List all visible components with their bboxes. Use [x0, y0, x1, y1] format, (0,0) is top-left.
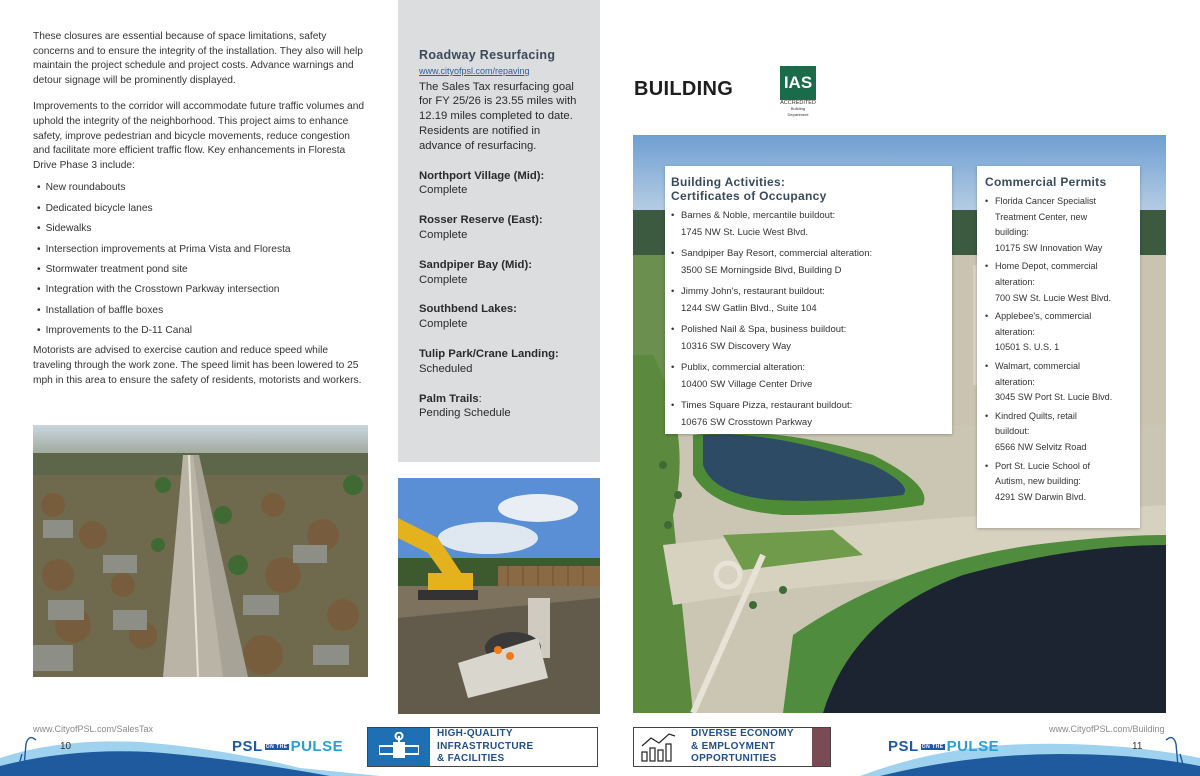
- permit-address: 4291 SW Darwin Blvd.: [995, 491, 1086, 502]
- psl-on-the-pulse-logo: [232, 738, 343, 755]
- coo-address: 10676 SW Crosstown Parkway: [681, 417, 812, 428]
- status-value: Scheduled: [419, 362, 473, 375]
- list-item: • Intersection improvements at Prima Vista and Floresta: [33, 243, 368, 258]
- logo-psl: PSL: [232, 738, 263, 755]
- ias-logo-mark: IAS: [780, 66, 816, 100]
- psl-on-the-pulse-logo: [888, 738, 999, 755]
- paragraph-closures: These closures are essential because of space limitations, safety concerns and to ensure the integrity of the installation. They also will help maintain the project schedule and project costs. Advance warnings and detour signage will be prominently displayed.: [33, 31, 363, 86]
- logo-pulse: PULSE: [290, 738, 344, 755]
- permit-line: buildout:: [995, 426, 1030, 437]
- list-item: • New roundabouts: [33, 181, 368, 196]
- card-title: Commercial Permits: [985, 175, 1107, 189]
- permit-line: Kindred Quilts, retail: [995, 410, 1077, 421]
- list-item: [985, 459, 1134, 506]
- permit-line: alteration:: [995, 326, 1035, 337]
- permit-line: Autism, new building:: [995, 476, 1081, 487]
- badge-line: DIVERSE ECONOMY: [691, 728, 794, 740]
- permit-line: Treatment Center, new: [995, 211, 1088, 222]
- list-item: • Integration with the Crosstown Parkway intersection: [33, 283, 368, 298]
- sidebar-title: Roadway Resurfacing: [419, 48, 556, 62]
- status-value: Complete: [419, 228, 468, 241]
- status-value: Complete: [419, 318, 468, 331]
- page-number-left: 10: [60, 741, 72, 752]
- coo-address: 10316 SW Discovery Way: [681, 341, 791, 352]
- list-item: [671, 359, 946, 393]
- list-item: [671, 397, 946, 431]
- coo-name: Jimmy John's, restaurant buildout:: [681, 286, 825, 297]
- coo-name: Polished Nail & Spa, business buildout:: [681, 324, 847, 335]
- list-item: • Dedicated bicycle lanes: [33, 202, 368, 217]
- list-item: • Installation of baffle boxes: [33, 304, 368, 319]
- logo-psl: PSL: [888, 738, 919, 755]
- sales-tax-url[interactable]: www.CityofPSL.com/SalesTax: [33, 724, 154, 734]
- construction-site-photo: [398, 478, 600, 714]
- list-item: [985, 359, 1134, 406]
- status-item: [419, 347, 580, 377]
- status-name: Palm Trails: [419, 392, 479, 405]
- badge-line: & FACILITIES: [437, 753, 505, 765]
- status-item: [419, 213, 580, 243]
- building-url[interactable]: www.CityofPSL.com/Building: [1049, 724, 1165, 734]
- list-item: [671, 321, 946, 355]
- status-value: Complete: [419, 184, 468, 197]
- ias-accredited-logo: [780, 66, 816, 116]
- permit-line: Port St. Lucie School of: [995, 460, 1091, 471]
- badge-line: OPPORTUNITIES: [691, 753, 777, 765]
- left-article: [33, 30, 368, 400]
- badge-line: & EMPLOYMENT: [691, 740, 776, 752]
- coo-address: 10400 SW Village Center Drive: [681, 379, 813, 390]
- list-item: • Sidewalks: [33, 222, 368, 237]
- enhancements-list: [33, 181, 368, 338]
- valve-icon: [368, 728, 430, 766]
- list-item: [671, 283, 946, 317]
- permit-address: 700 SW St. Lucie West Blvd.: [995, 292, 1112, 303]
- list-item: • Improvements to the D-11 Canal: [33, 324, 368, 339]
- list-item: [985, 194, 1134, 256]
- permit-line: building:: [995, 227, 1029, 238]
- card-title: Building Activities:: [671, 175, 786, 189]
- status-item: Palm Trails: Pending Schedule: [419, 392, 511, 420]
- page-number-right: 11: [1132, 741, 1143, 752]
- sidebar-intro: The Sales Tax resurfacing goal for FY 25/26 is 23.55 miles with 12.19 miles completed to date. Residents are notified in advance of resurfacing.: [419, 80, 577, 152]
- list-item: [671, 245, 946, 279]
- commercial-permits-card: [977, 166, 1140, 528]
- permit-address: 6566 NW Selvitz Road: [995, 441, 1087, 452]
- status-value: Complete: [419, 273, 468, 286]
- resurfacing-sidebar: [398, 0, 600, 462]
- list-item: [985, 309, 1134, 356]
- certificates-of-occupancy-card: [665, 166, 952, 434]
- card-subtitle: Certificates of Occupancy: [671, 189, 827, 203]
- permit-line: alteration:: [995, 376, 1035, 387]
- coo-name: Barnes & Noble, mercantile buildout:: [681, 210, 836, 221]
- coo-address: 3500 SE Morningside Blvd, Building D: [681, 265, 842, 276]
- logo-pulse: PULSE: [946, 738, 1000, 755]
- ias-logo-subcaption: Building Department: [787, 106, 809, 117]
- permit-address: 10501 S. U.S. 1: [995, 342, 1060, 353]
- status-name: Rosser Reserve (East):: [419, 214, 543, 227]
- status-item: [419, 302, 580, 332]
- list-item: [985, 409, 1134, 456]
- repaving-link[interactable]: www.cityofpsl.com/repaving: [419, 65, 530, 76]
- ias-logo-caption: ACCREDITED: [780, 100, 816, 106]
- status-name: Northport Village (Mid):: [419, 169, 545, 182]
- coo-name: Sandpiper Bay Resort, commercial alteration:: [681, 248, 873, 259]
- coo-name: Publix, commercial alteration:: [681, 362, 806, 373]
- coo-address: 1745 NW St. Lucie West Blvd.: [681, 227, 809, 238]
- permit-line: alteration:: [995, 276, 1035, 287]
- badge-line: HIGH-QUALITY: [437, 728, 513, 740]
- status-name: Sandpiper Bay (Mid):: [419, 258, 532, 271]
- logo-on-the: ON THE: [265, 744, 288, 751]
- status-name: Tulip Park/Crane Landing:: [419, 347, 559, 360]
- paragraph-motorists: Motorists are advised to exercise caution and reduce speed while traveling through the work zone. The speed limit has been lowered to 25 mph in this area to ensure the safety of residents, motorists and workers.: [33, 345, 362, 386]
- coo-name: Times Square Pizza, restaurant buildout:: [681, 400, 853, 411]
- coo-address: 1244 SW Gatlin Blvd., Suite 104: [681, 303, 817, 314]
- infrastructure-badge: [367, 727, 598, 767]
- neighborhood-aerial-photo: [33, 425, 368, 677]
- status-value: Pending Schedule: [419, 407, 511, 420]
- status-item: [419, 169, 580, 199]
- permit-line: Applebee's, commercial: [995, 311, 1092, 322]
- list-item: [985, 259, 1134, 306]
- permit-line: Home Depot, commercial: [995, 261, 1098, 272]
- logo-on-the: ON THE: [921, 744, 944, 751]
- list-item: • Stormwater treatment pond site: [33, 263, 368, 278]
- status-item: [419, 258, 580, 288]
- permit-line: Walmart, commercial: [995, 360, 1081, 371]
- badge-line: INFRASTRUCTURE: [437, 740, 534, 752]
- growth-chart-icon: [634, 728, 684, 766]
- paragraph-improvements: Improvements to the corridor will accommodate future traffic volumes and uphold the integrity of the neighborhood. This project aims to enhance safety, improve pedestrian and bicycle movements, reduce congestion and facilitate more efficient traffic flow. Key enhancements in Floresta Drive Phase 3 include:: [33, 101, 365, 171]
- status-name: Southbend Lakes:: [419, 303, 517, 316]
- economy-badge: [633, 727, 831, 767]
- badge-accent: [812, 728, 830, 766]
- section-title: BUILDING: [634, 78, 734, 100]
- permit-address: 3045 SW Port St. Lucie Blvd.: [995, 392, 1113, 403]
- list-item: [671, 207, 946, 241]
- permit-address: 10175 SW Innovation Way: [995, 242, 1103, 253]
- permit-line: Florida Cancer Specialist: [995, 196, 1097, 206]
